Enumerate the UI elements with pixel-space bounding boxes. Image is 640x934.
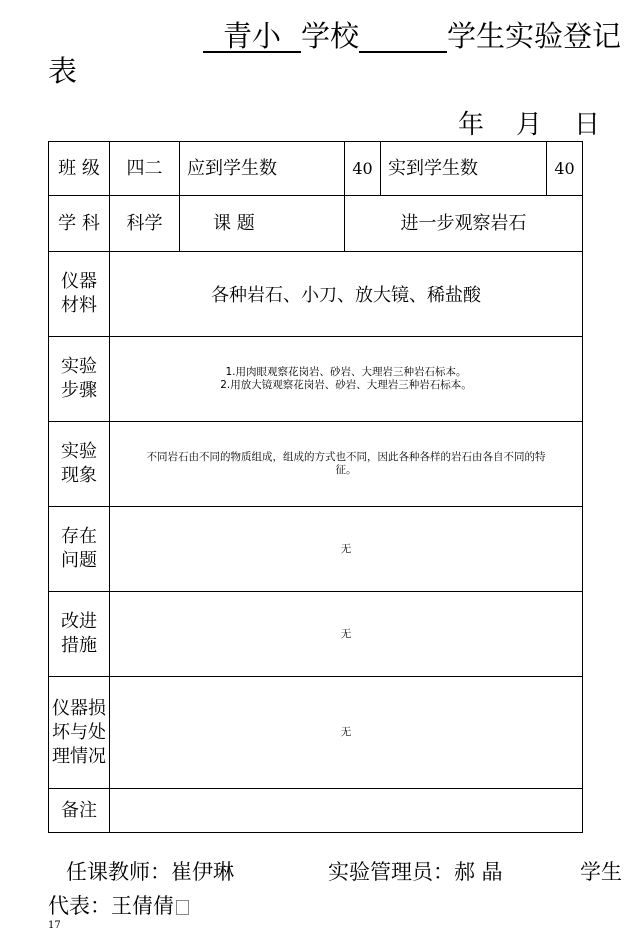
class-label: 班 级 xyxy=(49,142,110,196)
admin-label: 实验管理员： xyxy=(328,860,454,884)
row-materials xyxy=(49,252,583,337)
step-2: 2.用放大镜观察花岗岩、砂岩、大理岩三种岩石标本。 xyxy=(220,379,472,391)
school-word: 学校 xyxy=(301,19,360,53)
steps-label: 实验步骤 xyxy=(49,337,110,422)
student-signature xyxy=(48,891,189,921)
school-name: 青小 xyxy=(203,21,301,53)
student-label-start: 学生 xyxy=(580,860,622,884)
class-value: 四二 xyxy=(110,142,180,196)
improve-value: 无 xyxy=(110,592,583,677)
topic-value: 进一步观察岩石 xyxy=(345,196,583,252)
damage-value: 无 xyxy=(110,677,583,789)
damage-label: 仪器损坏与处理情况 xyxy=(49,677,110,789)
steps-value xyxy=(110,337,583,422)
page-number: 17 xyxy=(48,920,61,931)
materials-value: 各种岩石、小刀、放大镜、稀盐酸 xyxy=(110,252,583,337)
subject-label: 学 科 xyxy=(49,196,110,252)
actual-label: 实到学生数 xyxy=(381,142,547,196)
expected-label: 应到学生数 xyxy=(180,142,345,196)
registration-table xyxy=(48,141,583,833)
problems-label: 存在问题 xyxy=(49,507,110,592)
subject-value: 科学 xyxy=(110,196,180,252)
admin-signature xyxy=(328,857,503,887)
row-remarks xyxy=(49,789,583,833)
row-improve xyxy=(49,592,583,677)
phenomenon-value xyxy=(110,422,583,507)
row-phenomenon xyxy=(49,422,583,507)
date-day: 日 xyxy=(574,110,601,140)
row-class xyxy=(49,142,583,196)
title-suffix: 学生实验登记 xyxy=(447,19,622,53)
phenomenon-line-2: 征。 xyxy=(335,464,357,476)
expected-value: 40 xyxy=(345,142,381,196)
step-1: 1.用肉眼观察花岗岩、砂岩、大理岩三种岩石标本。 xyxy=(225,366,467,378)
admin-name: 郝 晶 xyxy=(454,860,503,884)
row-steps xyxy=(49,337,583,422)
placeholder-box-icon xyxy=(176,900,189,915)
student-label: 代表： xyxy=(48,894,111,918)
form-title xyxy=(203,19,621,53)
row-damage xyxy=(49,677,583,789)
row-problems xyxy=(49,507,583,592)
actual-value: 40 xyxy=(547,142,583,196)
date-month: 月 xyxy=(516,110,543,140)
improve-label: 改进措施 xyxy=(49,592,110,677)
remarks-label: 备注 xyxy=(49,789,110,833)
phenomenon-label: 实验现象 xyxy=(49,422,110,507)
teacher-label: 任课教师： xyxy=(66,860,171,884)
blank-line xyxy=(359,21,447,53)
row-subject xyxy=(49,196,583,252)
problems-value: 无 xyxy=(110,507,583,592)
remarks-value xyxy=(110,789,583,833)
date-line xyxy=(458,108,600,142)
topic-label: 课 题 xyxy=(180,196,345,252)
student-name: 王倩倩 xyxy=(111,894,174,918)
phenomenon-line-1: 不同岩石由不同的物质组成，组成的方式也不同，因此各种各样的岩石由各自不同的特 xyxy=(146,451,546,463)
date-year: 年 xyxy=(458,110,485,140)
title-continued: 表 xyxy=(48,54,78,88)
teacher-name: 崔伊琳 xyxy=(171,860,234,884)
teacher-signature xyxy=(66,857,234,887)
materials-label: 仪器材料 xyxy=(49,252,110,337)
